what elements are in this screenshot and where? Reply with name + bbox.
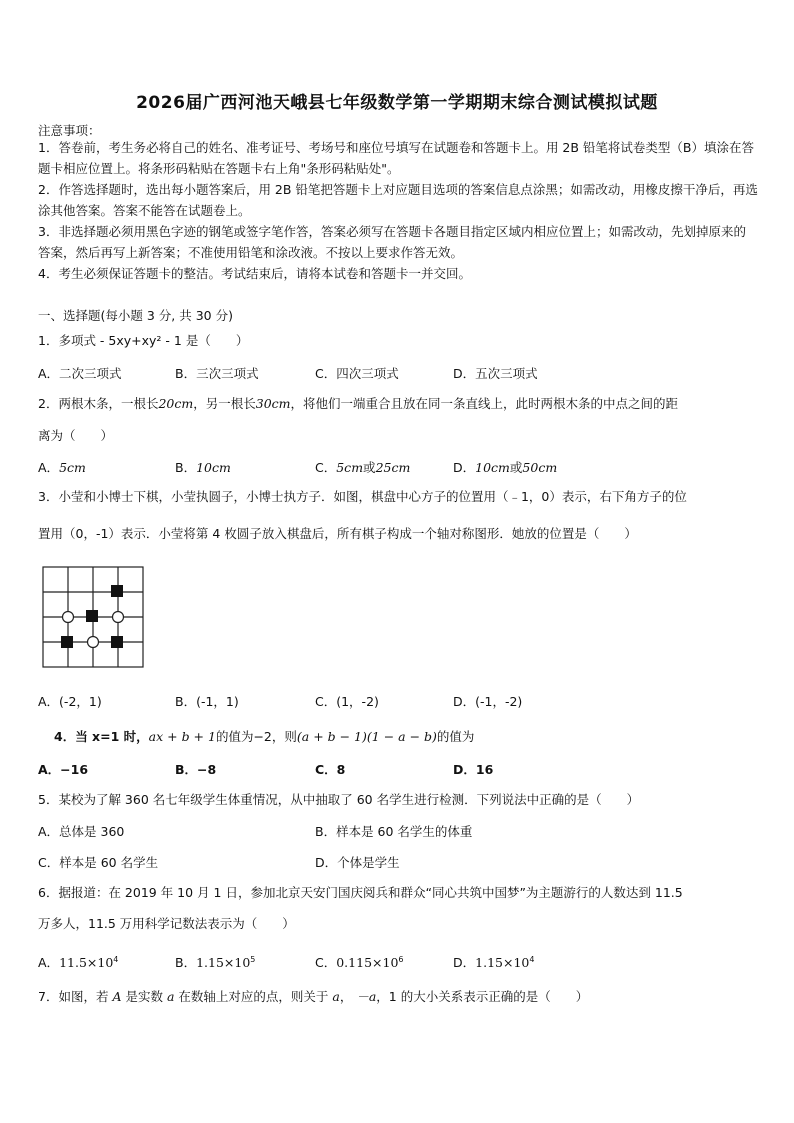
- question-6-stem-line2: 万多人，11.5 万用科学记数法表示为（ ）: [38, 916, 295, 931]
- option-or: 或: [509, 460, 523, 475]
- question-4-option-c: C．8: [315, 762, 346, 777]
- option-label: C．: [315, 955, 337, 970]
- question-2-option-b: [175, 458, 231, 476]
- option-label: C．: [315, 460, 337, 475]
- question-4-option-d: D．16: [453, 762, 494, 777]
- q4-text-a: 4．当 x=1 时，: [54, 729, 149, 744]
- q2-text-c: ，将他们一端重合且放在同一条直线上，此时两根木条的中点之间的距: [290, 396, 679, 411]
- question-3-option-c: C．(1，-2): [315, 694, 379, 709]
- option-value: 1.15×10: [196, 955, 251, 970]
- q2-text-b: ，另一根长: [193, 396, 256, 411]
- notice-item-4: 4．考生必须保证答题卡的整洁。考试结束后，请将本试卷和答题卡一并交回。: [38, 266, 471, 281]
- option-label: A．: [38, 460, 60, 475]
- question-2-option-d: [453, 458, 557, 476]
- question-7-stem: [38, 988, 588, 1006]
- question-5-stem: 5．某校为了解 360 名七年级学生体重情况，从中抽取了 60 名学生进行检测．下列说法中正确的是（ ）: [38, 792, 640, 807]
- q2-length-2: 30cm: [255, 396, 291, 411]
- question-1-option-d: D．五次三项式: [453, 366, 538, 381]
- question-5-option-b: B．样本是 60 名学生的体重: [315, 824, 473, 839]
- notice-item-1: 1．答卷前，考生务必将自己的姓名、准考证号、考场号和座位号填写在试题卷和答题卡上。用 2B 铅笔将试卷类型（B）填涂在答题卡相应位置上。将条形码粘贴在答题卡右上角"条形码粘贴处"。: [38, 140, 755, 176]
- option-or: 或: [363, 460, 376, 475]
- square-piece: [111, 585, 123, 597]
- q7-text-e: ，1 的大小关系表示正确的是（ ）: [376, 989, 589, 1004]
- q7-text-b: 是实数: [125, 989, 163, 1004]
- notice-heading: 注意事项：: [38, 123, 101, 138]
- question-2-stem-line2: 离为（ ）: [38, 428, 114, 443]
- question-6-option-b: [175, 953, 255, 971]
- round-piece: [88, 637, 99, 648]
- q7-var-a: a: [166, 989, 175, 1004]
- question-5-option-a: A．总体是 360: [38, 824, 125, 839]
- q2-text-a: 2．两根木条，一根长: [38, 396, 159, 411]
- question-2-stem: [38, 395, 678, 413]
- round-piece: [63, 612, 74, 623]
- question-4-stem: [54, 728, 474, 746]
- option-value: 50cm: [522, 460, 558, 475]
- question-2-option-c: [315, 458, 410, 476]
- option-value: 5cm: [336, 460, 364, 475]
- q7-text-d: ，: [339, 989, 353, 1004]
- option-value: 25cm: [375, 460, 411, 475]
- option-value: 11.5×10: [59, 955, 114, 970]
- question-2-option-a: [38, 458, 86, 476]
- question-5-option-c: C．样本是 60 名学生: [38, 855, 159, 870]
- round-piece: [113, 612, 124, 623]
- question-3-stem-line2: 置用（0，-1）表示．小莹将第 4 枚圆子放入棋盘后，所有棋子构成一个轴对称图形．她放的位置是（ ）: [38, 526, 637, 541]
- option-label: B．: [175, 460, 197, 475]
- option-exponent: 5: [250, 955, 256, 964]
- question-1-option-c: C．四次三项式: [315, 366, 399, 381]
- question-6-option-c: [315, 953, 404, 971]
- square-piece: [111, 636, 123, 648]
- option-label: D．: [453, 955, 476, 970]
- question-1-stem: 1．多项式 - 5xy+xy² - 1 是（ ）: [38, 333, 249, 348]
- option-label: B．: [175, 955, 197, 970]
- question-4-option-a: A．−16: [38, 762, 89, 777]
- notice-item-3: 3．非选择题必须用黑色字迹的钢笔或签字笔作答，答案必须写在答题卡各题目指定区域内相应位置上；如需改动，先划掉原来的答案，然后再写上新答案；不准使用铅笔和涂改液。不按以上要求作答无效。: [38, 224, 746, 260]
- q4-expr-1: ax + b + 1: [148, 729, 216, 744]
- question-5-option-d: D．个体是学生: [315, 855, 400, 870]
- option-label: A．: [38, 955, 60, 970]
- notice-item-2: 2．作答选择题时，选出每小题答案后，用 2B 铅笔把答题卡上对应题目选项的答案信息点涂黑；如需改动，用橡皮擦干净后，再选涂其他答案。答案不能答在试题卷上。: [38, 182, 758, 218]
- q4-text-c: 的值为: [436, 729, 475, 744]
- option-exponent: 4: [529, 955, 535, 964]
- question-6-stem-line1: 6．据报道：在 2019 年 10 月 1 日，参加北京天安门国庆阅兵和群众“同心共筑中国梦”为主题游行的人数达到 11.5: [38, 885, 683, 900]
- option-value: 0.115×10: [336, 955, 399, 970]
- section-heading: 一、选择题(每小题 3 分, 共 30 分): [38, 308, 233, 323]
- square-piece: [86, 610, 98, 622]
- q7-text-c: 在数轴上对应的点，则关于: [178, 989, 329, 1004]
- option-value: 1.15×10: [475, 955, 530, 970]
- option-exponent: 4: [113, 955, 119, 964]
- question-3-stem-line1: 3．小莹和小博士下棋，小莹执圆子，小博士执方子．如图，棋盘中心方子的位置用（﹣1，0）表示，右下角方子的位: [38, 489, 687, 504]
- question-3-option-b: B．(-1，1): [175, 694, 239, 709]
- option-value: 10cm: [196, 460, 231, 475]
- chessboard-figure: [42, 566, 144, 668]
- q4-text-b: 的值为−2，则: [215, 729, 297, 744]
- option-value: 10cm: [475, 460, 510, 475]
- option-exponent: 6: [398, 955, 404, 964]
- q7-var-a-2: a: [332, 989, 340, 1004]
- question-1-option-a: A．二次三项式: [38, 366, 122, 381]
- q7-neg-a: －a: [356, 989, 377, 1004]
- q7-text-a: 7．如图，若: [38, 989, 109, 1004]
- q7-point-a: A: [112, 989, 122, 1004]
- question-6-option-a: [38, 953, 118, 971]
- option-label: D．: [453, 460, 476, 475]
- square-piece: [61, 636, 73, 648]
- q2-length-1: 20cm: [158, 396, 194, 411]
- question-3-option-a: A．(-2，1): [38, 694, 102, 709]
- question-1-option-b: B．三次三项式: [175, 366, 259, 381]
- question-4-option-b: B．−8: [175, 762, 217, 777]
- question-6-option-d: [453, 953, 534, 971]
- q4-expr-2: (a + b − 1)(1 − a − b): [296, 729, 437, 744]
- question-3-option-d: D．(-1，-2): [453, 694, 523, 709]
- page-title: 2026届广西河池天峨县七年级数学第一学期期末综合测试模拟试题: [136, 93, 658, 113]
- option-value: 5cm: [59, 460, 86, 475]
